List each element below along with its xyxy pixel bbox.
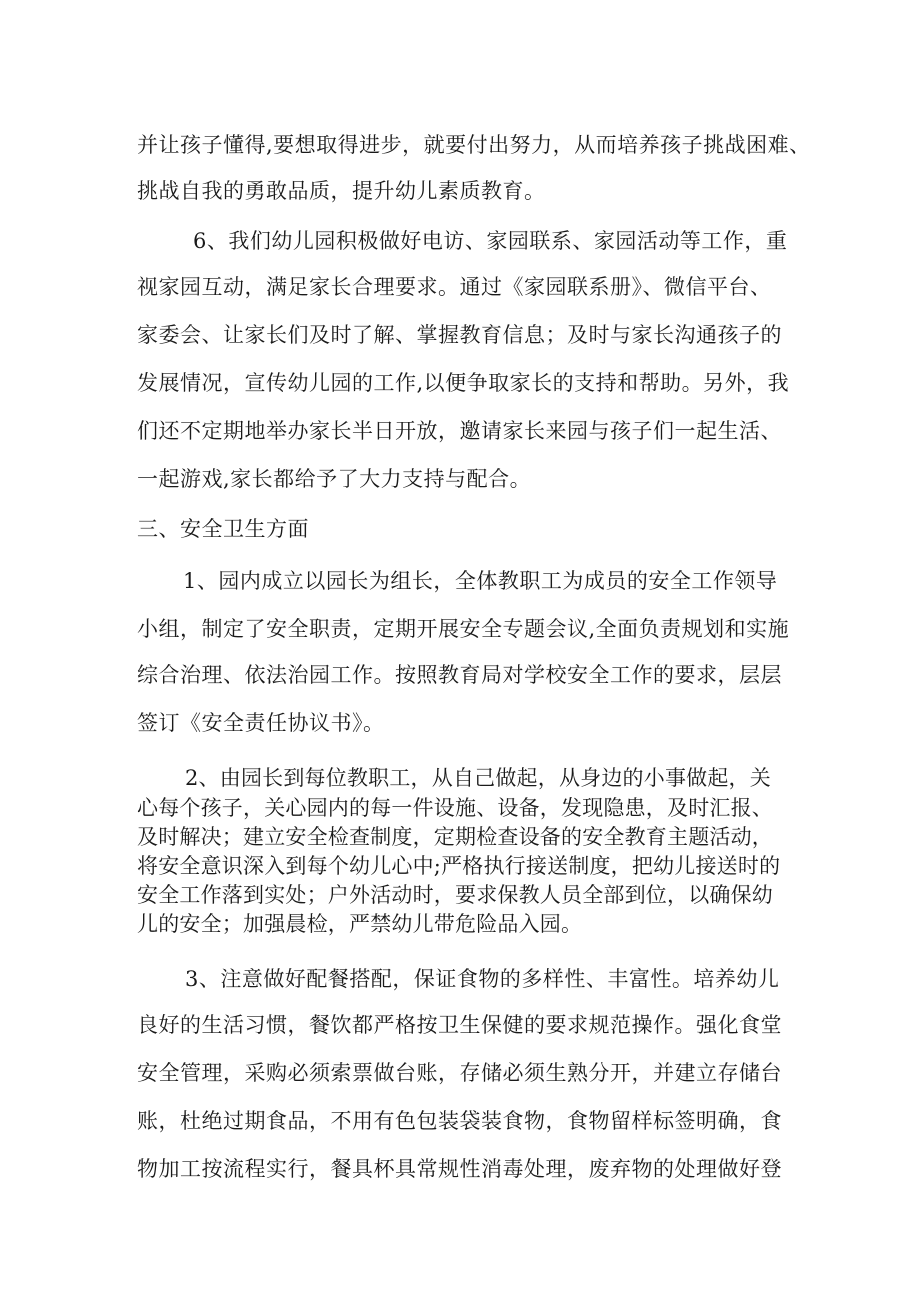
text-line: 一起游戏,家长都给予了大力支持与配合。 bbox=[137, 467, 532, 491]
text-line: 家委会、让家长们及时了解、掌握教育信息；及时与家长沟通孩子的 bbox=[137, 323, 782, 347]
text-line: 将安全意识深入到每个幼儿心中;严格执行接送制度，把幼儿接送时的 bbox=[137, 854, 781, 878]
text-line: 挑战自我的勇敢品质，提升幼儿素质教育。 bbox=[137, 179, 546, 203]
text-line: 心每个孩子，关心园内的每一件设施、设备，发现隐患，及时汇报、 bbox=[137, 796, 773, 820]
text-line: 6、我们幼儿园积极做好电访、家园联系、家园活动等工作，重 bbox=[193, 229, 788, 253]
text-line: 签订《安全责任协议书》。 bbox=[137, 711, 385, 735]
text-line: 及时解决；建立安全检查制度，定期检查设备的安全教育主题活动， bbox=[137, 825, 773, 849]
text-line: 良好的生活习惯，餐饮都严格按卫生保健的要求规范操作。强化食堂 bbox=[137, 1013, 782, 1037]
text-line: 安全工作落到实处；户外活动时，要求保教人员全部到位，以确保幼 bbox=[137, 883, 773, 907]
text-line: 们还不定期地举办家长半日开放，邀请家长来园与孩子们一起生活、 bbox=[137, 419, 782, 443]
text-line: 儿的安全；加强晨检，严禁幼儿带危险品入园。 bbox=[137, 912, 583, 936]
text-line: 账，杜绝过期食品，不用有色包装袋装食物，食物留样标签明确，食 bbox=[137, 1109, 782, 1133]
text-line: 综合治理、依法治园工作。按照教育局对学校安全工作的要求，层层 bbox=[137, 663, 782, 687]
text-line: 1、园内成立以园长为组长，全体教职工为成员的安全工作领导 bbox=[183, 569, 778, 593]
text-line: 并让孩子懂得,要想取得进步，就要付出努力，从而培养孩子挑战困难、 bbox=[137, 133, 811, 157]
text-line: 3、注意做好配餐搭配，保证食物的多样性、丰富性。培养幼儿 bbox=[185, 967, 780, 991]
text-line: 小组，制定了安全职责，定期开展安全专题会议,全面负责规划和实施 bbox=[137, 617, 790, 641]
text-line: 2、由园长到每位教职工，从自己做起，从身边的小事做起，关 bbox=[185, 766, 771, 790]
text-line: 安全管理，采购必须索票做台账，存储必须生熟分开，并建立存储台 bbox=[137, 1061, 782, 1085]
section-heading: 三、安全卫生方面 bbox=[137, 517, 309, 541]
text-line: 发展情况，宣传幼儿园的工作,以便争取家长的支持和帮助。另外，我 bbox=[137, 371, 790, 395]
text-line: 视家园互动，满足家长合理要求。通过《家园联系册》、微信平台、 bbox=[137, 275, 772, 299]
text-line: 物加工按流程实行，餐具杯具常规性消毒处理，废弃物的处理做好登 bbox=[137, 1157, 782, 1181]
